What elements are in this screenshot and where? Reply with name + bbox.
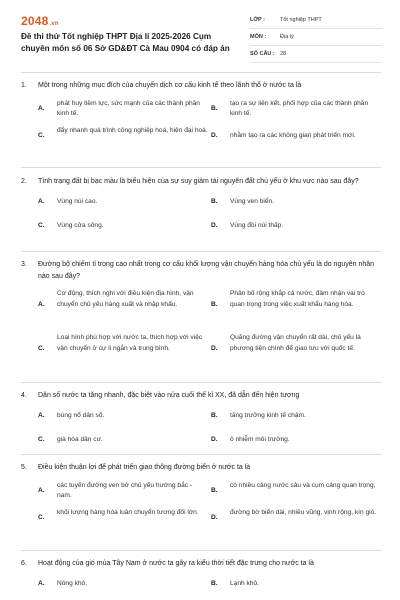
- option-text: Vùng đồi núi thấp.: [230, 221, 284, 229]
- option-d[interactable]: [211, 435, 381, 446]
- option-text: Lạnh khô.: [230, 579, 259, 587]
- option-c[interactable]: [38, 333, 208, 354]
- option-letter: B.: [211, 197, 218, 205]
- question-4: [21, 390, 381, 445]
- options: [21, 481, 381, 535]
- option-text: nhằm tạo ra các không gian phát triển mới.: [230, 131, 356, 139]
- option-letter: A.: [38, 411, 45, 419]
- option-text: Vùng cửa sông.: [57, 221, 104, 229]
- option-letter: A.: [38, 579, 45, 587]
- option-b[interactable]: [211, 481, 381, 492]
- question-stem: Hoạt động của gió mùa Tây Nam ở nước ta gây ra kiểu thời tiết đặc trưng cho nước ta là: [38, 560, 314, 567]
- meta-value: 28: [280, 51, 287, 57]
- question-number: 3.: [21, 261, 27, 268]
- option-letter: D.: [211, 131, 218, 139]
- divider: [21, 251, 381, 252]
- option-a[interactable]: [38, 289, 208, 310]
- question-text: [21, 176, 381, 188]
- option-letter: A.: [38, 197, 45, 205]
- option-a[interactable]: [38, 579, 208, 590]
- question-number: 5.: [21, 464, 27, 471]
- question-stem: Dân số nước ta tăng nhanh, đặc biệt vào nửa cuối thế kỉ XX, đã dẫn đến hiện tượng: [38, 392, 300, 399]
- option-letter: B.: [211, 104, 218, 112]
- question-1: [21, 80, 381, 149]
- option-letter: C.: [38, 513, 45, 521]
- question-stem: Đường bộ chiếm tỉ trọng cao nhất trong cơ cấu khối lượng vận chuyển hàng hóa chủ yếu là do nguyên nhân nào sau đây?: [38, 261, 375, 280]
- option-letter: A.: [38, 104, 45, 112]
- option-d[interactable]: [211, 131, 381, 142]
- option-c[interactable]: [38, 126, 208, 137]
- option-letter: C.: [38, 345, 45, 352]
- site-logo[interactable]: [21, 14, 59, 28]
- option-letter: D.: [211, 513, 218, 521]
- option-letter: A.: [38, 301, 45, 308]
- option-a[interactable]: [38, 99, 208, 120]
- option-b[interactable]: [211, 411, 381, 422]
- option-letter: B.: [211, 411, 218, 419]
- option-text: Phân bố rộng khắp cả nước, đảm nhận vai trò quan trọng trong việc xuất khẩu hàng hóa.: [230, 290, 365, 308]
- option-text: Quãng đường vận chuyển rất dài, chủ yếu là phương tiện chính để giao lưu với quốc tế.: [230, 334, 361, 352]
- options: [21, 409, 381, 445]
- option-d[interactable]: [211, 333, 381, 354]
- option-text: Vùng núi cao.: [57, 197, 98, 205]
- option-text: tăng trưởng kinh tế chậm.: [230, 411, 306, 419]
- question-number: 1.: [21, 82, 27, 89]
- option-text: tạo ra sự liên kết, phối hợp của các thành phần kinh tế.: [230, 99, 369, 117]
- option-c[interactable]: [38, 435, 208, 446]
- question-number: 4.: [21, 392, 27, 399]
- option-letter: A.: [38, 486, 45, 494]
- option-d[interactable]: [211, 508, 381, 519]
- exam-meta-table: [250, 12, 382, 63]
- question-2: [21, 176, 381, 231]
- question-5: [21, 462, 381, 535]
- option-text: Loại hình phù hợp với nước ta, thích hợp với việc vận chuyển ở cự li ngắn và trung bình.: [57, 334, 203, 352]
- option-text: Nóng khô.: [57, 579, 88, 587]
- meta-value: Địa lý: [280, 34, 294, 40]
- option-text: phát huy tiềm lực, sức mạnh của các thành phần kinh tế.: [57, 99, 200, 117]
- question-text: [21, 462, 381, 474]
- option-letter: B.: [211, 486, 218, 494]
- option-c[interactable]: [38, 221, 208, 232]
- divider: [21, 550, 381, 551]
- question-stem: Tình trạng đất bị bạc màu là biểu hiện của sự suy giảm tài nguyên đất chủ yếu ở khu vực nào sau đây?: [38, 178, 359, 185]
- page-header: [0, 0, 400, 64]
- meta-label: SỐ CÂU :: [250, 51, 275, 57]
- meta-subject-row: [250, 29, 382, 46]
- divider: [21, 382, 381, 383]
- divider: [21, 72, 381, 73]
- question-text: [21, 259, 381, 282]
- meta-label: MÔN :: [250, 34, 267, 40]
- option-text: có nhiều cảng nước sâu và cụm cảng quan trọng,: [230, 481, 376, 489]
- options: [21, 289, 381, 373]
- options: [21, 577, 381, 591]
- question-text: [21, 390, 381, 402]
- option-text: già hóa dân cư.: [57, 435, 103, 443]
- option-d[interactable]: [211, 221, 381, 232]
- option-letter: B.: [211, 579, 218, 587]
- divider: [21, 167, 381, 168]
- option-b[interactable]: [211, 99, 381, 120]
- question-6: [21, 558, 381, 591]
- option-text: Vùng ven biển.: [230, 197, 274, 205]
- option-b[interactable]: [211, 197, 381, 208]
- divider: [21, 454, 381, 455]
- meta-label: LỚP :: [250, 17, 265, 23]
- question-number: 6.: [21, 560, 27, 567]
- option-text: Cơ động, thích nghi với điều kiện địa hình, vận chuyển chủ yếu hàng xuất và nhập khẩu.: [57, 290, 194, 308]
- option-text: đẩy nhanh quá trình công nghiệp hoá, hiện đại hoá.: [57, 126, 208, 134]
- options: [21, 99, 381, 149]
- option-letter: C.: [38, 221, 45, 229]
- meta-class-row: [250, 12, 382, 29]
- option-c[interactable]: [38, 508, 208, 519]
- option-text: đường bờ biển dài, nhiều vũng, vịnh rộng, kín gió.: [230, 508, 377, 516]
- option-b[interactable]: [211, 289, 381, 310]
- question-3: [21, 259, 381, 373]
- option-b[interactable]: [211, 579, 381, 590]
- option-letter: B.: [211, 301, 218, 308]
- option-a[interactable]: [38, 197, 208, 208]
- option-text: bùng nổ dân số.: [57, 411, 105, 419]
- option-text: ô nhiễm môi trường.: [230, 435, 290, 443]
- meta-count-row: [250, 46, 382, 63]
- option-text: các tuyến đường ven bờ chủ yếu hướng bắc - nam.: [57, 481, 193, 499]
- option-a[interactable]: [38, 481, 208, 502]
- question-text: [21, 80, 381, 92]
- option-letter: D.: [211, 221, 218, 229]
- option-text: khối lượng hàng hóa luân chuyển tương đối lớn.: [57, 508, 199, 516]
- question-stem: Một trong những mục đích của chuyển dịch cơ cấu kinh tế theo lãnh thổ ở nước ta là: [38, 82, 302, 89]
- option-letter: D.: [211, 435, 218, 443]
- meta-value: Tốt nghiệp THPT: [280, 17, 322, 23]
- logo-text: 2048: [21, 14, 49, 28]
- exam-title: Đề thi thử Tốt nghiệp THPT Địa lí 2025-2026 Cụm chuyên môn số 06 Sở GD&ĐT Cà Mau 0904 có đáp án: [21, 32, 230, 53]
- option-letter: D.: [211, 345, 218, 352]
- question-stem: Điều kiện thuận lợi để phát triển giao thông đường biển ở nước ta là: [38, 464, 251, 471]
- question-text: [21, 558, 381, 570]
- option-a[interactable]: [38, 411, 208, 422]
- option-letter: C.: [38, 131, 45, 139]
- options: [21, 195, 381, 231]
- question-number: 2.: [21, 178, 27, 185]
- option-letter: C.: [38, 435, 45, 443]
- logo-domain: .vn: [49, 21, 59, 27]
